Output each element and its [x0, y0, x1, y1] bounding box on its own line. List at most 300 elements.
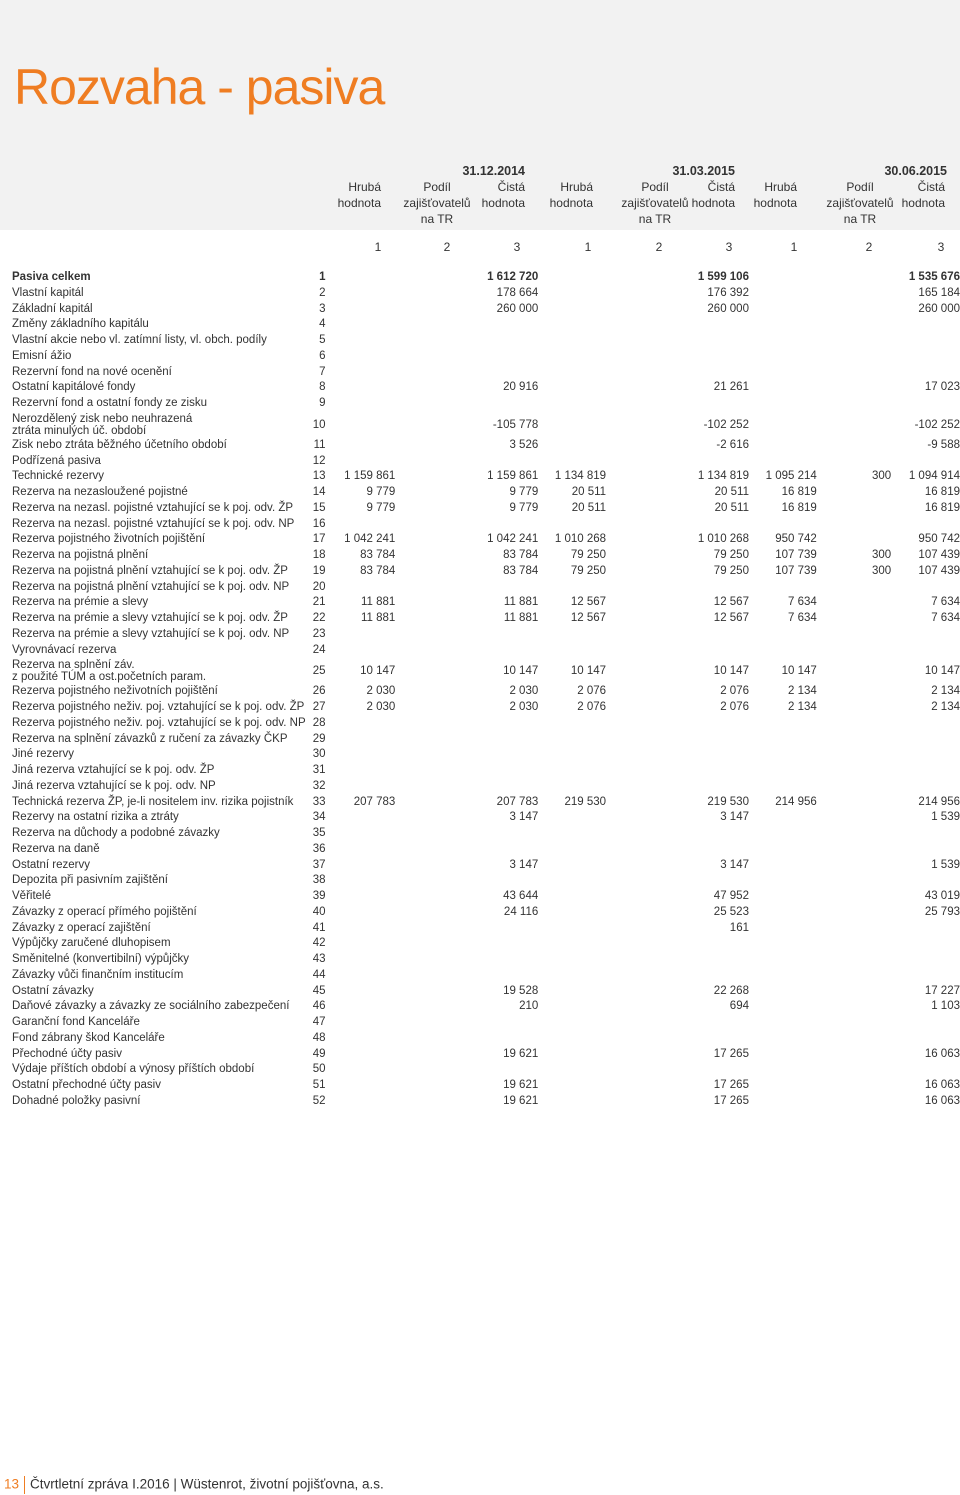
row-number: 22	[312, 612, 326, 624]
cell-value: -102 252	[914, 418, 960, 431]
cell-value	[680, 747, 749, 763]
table-row	[12, 580, 960, 596]
cell-value: 1 612 720	[487, 271, 539, 283]
cell-value	[606, 1015, 680, 1031]
cell-value	[606, 921, 680, 937]
table-row	[12, 658, 960, 684]
col-number: 1	[790, 240, 798, 254]
cell-value: 79 250	[570, 549, 607, 561]
cell-value: 2 076	[577, 685, 607, 698]
cell-value	[749, 999, 817, 1015]
cell-value	[328, 349, 396, 365]
cell-value	[395, 810, 469, 826]
cell-value: 19 621	[503, 1079, 539, 1091]
cell-value	[891, 333, 960, 349]
row-number: 46	[312, 1000, 326, 1013]
cell-value	[606, 1031, 680, 1047]
cell-value	[680, 873, 749, 889]
cell-value: 20 511	[571, 486, 607, 498]
table-row	[12, 842, 960, 858]
cell-value	[395, 454, 469, 470]
cell-value	[817, 580, 891, 596]
cell-value	[680, 1015, 749, 1031]
cell-value	[395, 412, 469, 438]
cell-value: 10 147	[713, 665, 749, 678]
cell-value: 107 439	[918, 549, 960, 561]
cell-value	[680, 580, 749, 596]
cell-value	[538, 779, 606, 795]
row-number: 48	[312, 1031, 326, 1044]
cell-value: 210	[519, 1000, 539, 1013]
cell-value	[328, 365, 396, 381]
table-row	[12, 747, 960, 763]
cell-value	[749, 747, 817, 763]
cell-value: 79 250	[713, 564, 749, 577]
cell-value	[469, 643, 538, 659]
cell-value	[328, 286, 396, 302]
cell-value	[328, 1094, 396, 1110]
cell-value	[817, 763, 891, 779]
table-row	[12, 532, 960, 548]
cell-value: 107 439	[918, 564, 960, 577]
cell-value	[817, 858, 891, 874]
row-label: Jiná rezerva vztahující se k poj. odv. ŽP	[12, 764, 215, 776]
row-label: Základní kapitál	[12, 302, 93, 315]
cell-value	[395, 936, 469, 952]
cell-value: 950 742	[918, 533, 960, 546]
cell-value	[891, 454, 960, 470]
cell-value	[749, 412, 817, 438]
cell-value	[817, 826, 891, 842]
cell-value	[817, 873, 891, 889]
cell-value	[395, 286, 469, 302]
cell-value	[749, 842, 817, 858]
cell-value: 2 076	[720, 685, 749, 698]
cell-value	[749, 454, 817, 470]
cell-value: 25 793	[924, 905, 960, 918]
cell-value	[817, 396, 891, 412]
cell-value: 1 539	[931, 811, 960, 824]
cell-value	[817, 779, 891, 795]
cell-value	[395, 1062, 469, 1078]
row-number: 44	[312, 968, 326, 981]
row-label: Rezerva na splnění závazků z ručení za závazky ČKP	[12, 732, 288, 745]
cell-value	[749, 517, 817, 533]
cell-value	[469, 763, 538, 779]
cell-value	[395, 858, 469, 874]
cell-value	[328, 454, 396, 470]
cell-value	[891, 732, 960, 748]
cell-value	[680, 317, 749, 333]
table-row	[12, 984, 960, 1000]
cell-value	[749, 349, 817, 365]
cell-value: 7 634	[788, 612, 817, 624]
row-number: 36	[312, 842, 326, 855]
cell-value: -2 616	[716, 438, 749, 451]
cell-value	[891, 643, 960, 659]
cell-value: 3 147	[720, 811, 749, 824]
cell-value	[891, 716, 960, 732]
cell-value	[749, 810, 817, 826]
cell-value	[680, 716, 749, 732]
row-number: 4	[319, 318, 326, 331]
cell-value	[817, 365, 891, 381]
cell-value: 11 881	[360, 596, 396, 609]
cell-value	[891, 873, 960, 889]
cell-value	[606, 1062, 680, 1078]
cell-value	[538, 952, 606, 968]
table-row	[12, 1047, 960, 1063]
cell-value: 161	[729, 921, 749, 934]
cell-value: 1 010 268	[697, 533, 749, 546]
cell-value	[469, 317, 538, 333]
cell-value: 83 784	[503, 564, 539, 577]
cell-value	[606, 873, 680, 889]
row-number: 14	[312, 486, 326, 498]
cell-value	[328, 889, 396, 905]
cell-value: 11 881	[503, 612, 539, 624]
row-number: 49	[312, 1047, 326, 1060]
cell-value	[891, 968, 960, 984]
row-label: Jiná rezerva vztahující se k poj. odv. NP	[12, 779, 216, 792]
table-row	[12, 485, 960, 501]
cell-value: 16 063	[924, 1047, 960, 1060]
table-row	[12, 732, 960, 748]
row-label: Rezerva na pojistná plnění vztahující se k poj. odv. NP	[12, 580, 290, 593]
cell-value	[395, 317, 469, 333]
cell-value: 2 030	[509, 685, 539, 698]
cell-value	[749, 1031, 817, 1047]
cell-value	[328, 438, 396, 454]
cell-value	[538, 716, 606, 732]
row-label: Rezerva na prémie a slevy vztahující se k poj. odv. ŽP	[12, 612, 288, 624]
cell-value	[469, 517, 538, 533]
cell-value: 694	[729, 1000, 749, 1013]
cell-value	[606, 810, 680, 826]
row-label: Rezerva na pojistná plnění	[12, 549, 149, 561]
cell-value	[395, 365, 469, 381]
cell-value: 10 147	[781, 665, 817, 678]
cell-value	[395, 380, 469, 396]
cell-value	[891, 763, 960, 779]
row-number: 24	[312, 643, 326, 656]
cell-value: 7 634	[931, 612, 960, 624]
row-number: 15	[312, 501, 326, 514]
table-row	[12, 611, 960, 627]
cell-value	[469, 936, 538, 952]
cell-value: 260 000	[707, 302, 749, 315]
cell-value	[680, 517, 749, 533]
cell-value	[749, 873, 817, 889]
row-number: 13	[312, 470, 326, 483]
cell-value	[817, 454, 891, 470]
table-row	[12, 1094, 960, 1110]
cell-value	[328, 858, 396, 874]
cell-value	[606, 747, 680, 763]
cell-value	[606, 627, 680, 643]
cell-value	[749, 438, 817, 454]
cell-value	[395, 1078, 469, 1094]
cell-value: 178 664	[496, 286, 539, 299]
row-number: 39	[312, 890, 326, 902]
cell-value: 260 000	[496, 302, 539, 315]
page-number: 13	[4, 1476, 20, 1492]
cell-value	[680, 952, 749, 968]
cell-value: 12 567	[713, 596, 749, 609]
cell-value	[606, 302, 680, 318]
cell-value	[395, 302, 469, 318]
cell-value	[817, 349, 891, 365]
cell-value: 1 042 241	[344, 533, 396, 546]
cell-value: 219 530	[564, 795, 607, 808]
cell-value	[749, 643, 817, 659]
table-row	[12, 999, 960, 1015]
cell-value	[749, 627, 817, 643]
col-header-hruba-1: Hrubá hodnota	[337, 180, 381, 210]
cell-value	[328, 763, 396, 779]
table-row	[12, 968, 960, 984]
cell-value	[606, 643, 680, 659]
row-label: Rezerva na nezasl. pojistné vztahující se k poj. odv. NP	[12, 517, 295, 530]
cell-value: 19 621	[503, 1094, 539, 1107]
cell-value	[395, 333, 469, 349]
table-row	[12, 469, 960, 485]
table-row	[12, 270, 960, 286]
cell-value	[606, 858, 680, 874]
cell-value: 79 250	[570, 564, 607, 577]
row-label: Jiné rezervy	[12, 748, 74, 761]
cell-value	[606, 396, 680, 412]
row-number: 45	[312, 984, 326, 997]
cell-value: 43 644	[503, 890, 539, 902]
cell-value	[749, 1015, 817, 1031]
cell-value	[395, 643, 469, 659]
cell-value	[817, 936, 891, 952]
cell-value	[395, 873, 469, 889]
cell-value	[469, 968, 538, 984]
cell-value	[469, 952, 538, 968]
footer-separator	[24, 1476, 25, 1494]
row-number: 16	[312, 517, 326, 530]
cell-value: 207 783	[496, 795, 539, 808]
cell-value	[469, 333, 538, 349]
cell-value	[469, 1062, 538, 1078]
table-row	[12, 643, 960, 659]
cell-value	[538, 286, 606, 302]
table-row	[12, 952, 960, 968]
cell-value	[817, 684, 891, 700]
row-number: 5	[319, 334, 326, 346]
cell-value: 10 147	[570, 665, 607, 678]
row-number: 41	[312, 921, 326, 934]
cell-value	[817, 270, 891, 286]
cell-value: 19 528	[503, 984, 539, 997]
cell-value	[538, 921, 606, 937]
cell-value: 2 134	[788, 701, 817, 713]
cell-value	[817, 333, 891, 349]
cell-value	[817, 921, 891, 937]
cell-value	[606, 779, 680, 795]
balance-sheet-table	[12, 270, 960, 1110]
cell-value	[749, 968, 817, 984]
cell-value	[749, 905, 817, 921]
cell-value	[680, 842, 749, 858]
col-number: 1	[374, 240, 382, 254]
cell-value	[680, 826, 749, 842]
row-label: Rezerva na nezasloužené pojistné	[12, 486, 188, 498]
cell-value	[749, 936, 817, 952]
cell-value	[891, 1015, 960, 1031]
cell-value	[395, 968, 469, 984]
cell-value: 16 819	[924, 486, 960, 498]
row-number: 9	[319, 397, 326, 409]
cell-value	[606, 501, 680, 517]
cell-value	[749, 779, 817, 795]
cell-value	[817, 643, 891, 659]
cell-value: 107 739	[775, 564, 817, 577]
cell-value	[817, 595, 891, 611]
cell-value: 12 567	[713, 612, 749, 624]
row-number: 7	[319, 365, 326, 378]
row-label: Daňové závazky a závazky ze sociálního zabezpečení	[12, 1000, 290, 1013]
row-label: Závazky z operací přímého pojištění	[12, 905, 197, 918]
cell-value	[395, 349, 469, 365]
cell-value	[395, 984, 469, 1000]
cell-value	[538, 999, 606, 1015]
cell-value	[817, 905, 891, 921]
cell-value	[817, 438, 891, 454]
cell-value: 2 030	[366, 685, 396, 698]
row-label: Závazky z operací zajištění	[12, 921, 151, 934]
cell-value	[469, 365, 538, 381]
table-row	[12, 333, 960, 349]
cell-value: 20 511	[714, 486, 749, 498]
col-header-hruba-2: Hrubá hodnota	[549, 180, 593, 210]
cell-value	[395, 826, 469, 842]
row-label: Vlastní kapitál	[12, 286, 84, 299]
cell-value	[328, 952, 396, 968]
cell-value	[538, 1062, 606, 1078]
cell-value: 165 184	[918, 286, 960, 299]
cell-value: 9 779	[366, 486, 396, 498]
cell-value	[538, 270, 606, 286]
cell-value	[606, 1047, 680, 1063]
cell-value	[606, 365, 680, 381]
cell-value	[749, 396, 817, 412]
cell-value	[606, 517, 680, 533]
table-row	[12, 349, 960, 365]
cell-value	[680, 732, 749, 748]
cell-value	[538, 1094, 606, 1110]
cell-value	[538, 438, 606, 454]
cell-value	[395, 1094, 469, 1110]
period-date-3: 30.06.2015	[884, 164, 947, 178]
footer-text: Čtvrtletní zpráva I.2016 | Wüstenrot, životní pojišťovna, a.s.	[30, 1476, 384, 1492]
cell-value: 16 819	[781, 486, 817, 498]
row-number: 47	[312, 1016, 326, 1028]
cell-value	[538, 858, 606, 874]
cell-value	[817, 889, 891, 905]
cell-value: 1 159 861	[487, 470, 539, 483]
table-row	[12, 412, 960, 438]
period-date-1: 31.12.2014	[462, 164, 525, 178]
cell-value	[817, 485, 891, 501]
cell-value	[538, 873, 606, 889]
cell-value	[606, 905, 680, 921]
cell-value	[395, 501, 469, 517]
cell-value	[749, 1062, 817, 1078]
row-number: 1	[319, 271, 326, 283]
cell-value	[538, 302, 606, 318]
cell-value	[680, 1031, 749, 1047]
cell-value	[817, 1031, 891, 1047]
cell-value	[891, 580, 960, 596]
cell-value	[680, 968, 749, 984]
cell-value	[395, 580, 469, 596]
cell-value	[538, 580, 606, 596]
cell-value: 10 147	[503, 665, 539, 678]
cell-value: 260 000	[918, 302, 960, 315]
col-number: 2	[443, 240, 451, 254]
col-header-podil-3: Podíl zajišťovatelů na TR	[826, 180, 894, 226]
cell-value	[817, 1062, 891, 1078]
cell-value	[680, 627, 749, 643]
cell-value	[538, 1078, 606, 1094]
cell-value: 9 779	[509, 486, 539, 498]
cell-value: 2 076	[577, 701, 607, 713]
cell-value	[891, 349, 960, 365]
cell-value	[395, 999, 469, 1015]
row-label: Garanční fond Kanceláře	[12, 1016, 140, 1028]
cell-value	[395, 684, 469, 700]
table-row	[12, 716, 960, 732]
cell-value: 10 147	[924, 665, 960, 678]
cell-value	[680, 365, 749, 381]
table-row	[12, 317, 960, 333]
col-header-cista-2: Čistá hodnota	[691, 180, 735, 210]
cell-value	[538, 396, 606, 412]
row-number: 21	[312, 596, 326, 609]
cell-value: 1 159 861	[344, 470, 396, 483]
cell-value	[606, 700, 680, 716]
cell-value	[606, 1094, 680, 1110]
cell-value	[395, 905, 469, 921]
row-number: 34	[312, 811, 326, 824]
cell-value: 2 030	[509, 701, 539, 713]
row-number: 40	[312, 905, 326, 918]
cell-value	[891, 517, 960, 533]
cell-value	[469, 826, 538, 842]
cell-value: 3 147	[509, 811, 539, 824]
row-label: Ostatní závazky	[12, 984, 94, 997]
cell-value	[817, 984, 891, 1000]
cell-value	[606, 349, 680, 365]
cell-value	[538, 732, 606, 748]
cell-value: -105 778	[492, 418, 539, 431]
cell-value	[606, 532, 680, 548]
cell-value: 2 134	[931, 701, 960, 713]
col-header-hruba-3: Hrubá hodnota	[753, 180, 797, 210]
cell-value: 83 784	[360, 564, 396, 577]
row-number: 8	[319, 381, 326, 394]
cell-value	[395, 438, 469, 454]
row-number: 26	[312, 685, 326, 698]
cell-value	[606, 889, 680, 905]
cell-value	[469, 1031, 538, 1047]
cell-value	[395, 270, 469, 286]
cell-value	[680, 763, 749, 779]
cell-value	[891, 1062, 960, 1078]
